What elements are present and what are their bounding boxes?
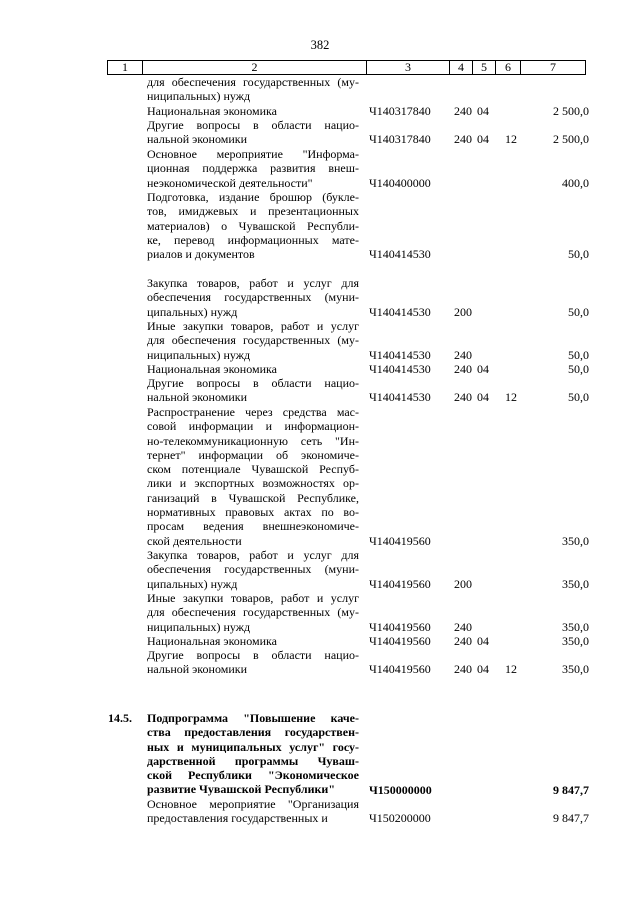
row-name <box>147 711 359 797</box>
amount: 400,0 <box>562 175 589 190</box>
expense-type: 240 <box>454 634 472 648</box>
budget-code: Ч140414530 <box>369 362 431 376</box>
budget-code: Ч140419560 <box>369 576 431 591</box>
amount: 2 500,0 <box>553 104 589 118</box>
section-code: 04 <box>477 132 489 147</box>
table-row <box>0 118 640 147</box>
subsection-code: 12 <box>505 390 517 405</box>
row-name-line: Закупка товаров, работ и услуг для <box>147 548 359 562</box>
row-name-line: предоставления государственных и <box>147 811 328 826</box>
row-name-line: ке, перевод информационных мате- <box>147 232 359 247</box>
row-name-line: тов, имиджевых и презентационных <box>147 204 359 219</box>
row-name-line: просам ведения внешнеэкономиче- <box>147 519 359 534</box>
subsection-code: 12 <box>505 132 517 147</box>
expense-type: 240 <box>454 104 472 118</box>
row-name-line: нальной экономики <box>147 662 247 677</box>
column-header-5: 5 <box>473 61 496 75</box>
budget-code: Ч150200000 <box>369 811 431 826</box>
row-name-line: Другие вопросы в области нацио- <box>147 648 359 662</box>
row-name-line: для обеспечения государственных (му- <box>147 605 359 620</box>
column-header-2: 2 <box>143 61 367 75</box>
budget-code: Ч150000000 <box>369 782 432 797</box>
row-name <box>147 634 359 648</box>
row-name-line: лики и экспортных возможностях ор- <box>147 476 359 491</box>
row-name <box>147 405 359 548</box>
table-row <box>0 405 640 548</box>
row-name-line: совой информации и информацион- <box>147 419 359 434</box>
row-name-line: Национальная экономика <box>147 104 277 118</box>
row-name-line: Иные закупки товаров, работ и услуг <box>147 319 359 333</box>
column-header-7: 7 <box>521 61 586 75</box>
budget-code: Ч140317840 <box>369 132 431 147</box>
amount: 350,0 <box>562 576 589 591</box>
budget-code: Ч140419560 <box>369 619 431 634</box>
row-name-line: ской деятельности <box>147 533 242 548</box>
amount: 9 847,7 <box>553 811 589 826</box>
expense-type: 240 <box>454 132 472 147</box>
row-name-line: ства предоставления государствен- <box>147 725 359 740</box>
row-name-line: ской Республики "Экономическое <box>147 768 359 783</box>
row-name-line: Подпрограмма "Повышение каче- <box>147 711 359 725</box>
section-code: 04 <box>477 362 489 376</box>
table-row <box>0 276 640 319</box>
row-name <box>147 797 359 826</box>
row-name-line: Иные закупки товаров, работ и услуг <box>147 591 359 605</box>
row-name-line: Распространение через средства мас- <box>147 405 359 419</box>
row-name-line: ципальных) нужд <box>147 576 238 591</box>
column-header-table <box>107 60 586 75</box>
row-name <box>147 147 359 190</box>
row-name <box>147 118 359 147</box>
row-name <box>147 319 359 362</box>
row-name-line: ском потенциале Чувашской Респуб- <box>147 462 359 477</box>
row-name-line: Основное мероприятие "Информа- <box>147 147 359 161</box>
amount: 50,0 <box>568 347 589 362</box>
budget-code: Ч140317840 <box>369 104 431 118</box>
amount: 50,0 <box>568 390 589 405</box>
row-name-line: Основное мероприятие "Организация <box>147 797 359 811</box>
row-name-line: для обеспечения государственных (му- <box>147 333 359 348</box>
row-name <box>147 104 359 118</box>
row-name-line: ганизаций в Чувашской Республике, <box>147 490 359 505</box>
row-name-line: нальной экономики <box>147 132 247 147</box>
row-name-line: ципальных) нужд <box>147 304 238 319</box>
row-name-line: Закупка товаров, работ и услуг для <box>147 276 359 290</box>
expense-type: 240 <box>454 390 472 405</box>
amount: 350,0 <box>562 533 589 548</box>
row-name-line: Другие вопросы в области нацио- <box>147 118 359 132</box>
budget-code: Ч140414530 <box>369 390 431 405</box>
table-row <box>0 75 640 104</box>
table-row <box>0 190 640 262</box>
row-name-line: Другие вопросы в области нацио- <box>147 376 359 390</box>
row-name <box>147 190 359 261</box>
budget-code: Ч140414530 <box>369 304 431 319</box>
expense-type: 240 <box>454 347 472 362</box>
table-row <box>0 362 640 376</box>
row-name-line: ционная поддержка развития внеш- <box>147 161 359 176</box>
row-name-line: нормативных правовых актах по во- <box>147 505 359 520</box>
expense-type: 240 <box>454 362 472 376</box>
row-name-line: материалов) о Чувашской Республи- <box>147 218 359 233</box>
amount: 50,0 <box>568 247 589 262</box>
amount: 50,0 <box>568 304 589 319</box>
table-row <box>0 797 640 826</box>
table-row <box>0 648 640 677</box>
budget-code: Ч140419560 <box>369 662 431 677</box>
budget-code: Ч140400000 <box>369 175 431 190</box>
row-name <box>147 591 359 634</box>
row-name-line: ниципальных) нужд <box>147 89 251 104</box>
expense-type: 240 <box>454 619 472 634</box>
expense-type: 200 <box>454 576 472 591</box>
column-header-4: 4 <box>450 61 473 75</box>
section-code: 04 <box>477 662 489 677</box>
expense-type: 200 <box>454 304 472 319</box>
table-row <box>0 147 640 190</box>
table-row <box>0 634 640 648</box>
expense-type: 240 <box>454 662 472 677</box>
amount: 350,0 <box>562 619 589 634</box>
table-row <box>0 319 640 362</box>
amount: 350,0 <box>562 662 589 677</box>
row-name-line: ниципальных) нужд <box>147 347 251 362</box>
row-name <box>147 276 359 319</box>
row-name-line: ниципальных) нужд <box>147 619 251 634</box>
column-header-3: 3 <box>367 61 450 75</box>
row-name-line: развитие Чувашской Республики" <box>147 782 336 797</box>
section-code: 04 <box>477 390 489 405</box>
budget-code: Ч140414530 <box>369 247 431 262</box>
row-name-line: риалов и документов <box>147 247 255 262</box>
row-name-line: Национальная экономика <box>147 634 277 648</box>
table-row <box>0 376 640 405</box>
column-header-6: 6 <box>496 61 521 75</box>
budget-code: Ч140419560 <box>369 533 431 548</box>
row-name <box>147 648 359 677</box>
budget-code: Ч140419560 <box>369 634 431 648</box>
budget-code: Ч140414530 <box>369 347 431 362</box>
table-row <box>0 548 640 591</box>
row-name <box>147 75 359 104</box>
row-name-line: обеспечения государственных (муни- <box>147 290 359 305</box>
row-name-line: ных и муниципальных услуг" госу- <box>147 739 359 754</box>
row-name-line: нальной экономики <box>147 390 247 405</box>
row-name-line: но-телекоммуникационную сеть "Ин- <box>147 433 359 448</box>
row-name <box>147 376 359 405</box>
row-name-line: обеспечения государственных (муни- <box>147 562 359 577</box>
amount: 2 500,0 <box>553 132 589 147</box>
row-name-line: для обеспечения государственных (му- <box>147 75 359 89</box>
row-name-line: дарственной программы Чуваш- <box>147 753 359 768</box>
amount: 9 847,7 <box>553 782 589 797</box>
row-name <box>147 362 359 376</box>
subsection-code: 12 <box>505 662 517 677</box>
amount: 50,0 <box>568 362 589 376</box>
row-name-line: Подготовка, издание брошюр (букле- <box>147 190 359 204</box>
row-number: 14.5. <box>108 711 132 725</box>
amount: 350,0 <box>562 634 589 648</box>
row-name-line: Национальная экономика <box>147 362 277 376</box>
column-header-1: 1 <box>108 61 143 75</box>
section-code: 04 <box>477 634 489 648</box>
column-header-row <box>108 61 586 75</box>
section-code: 04 <box>477 104 489 118</box>
table-row <box>0 711 640 797</box>
row-name <box>147 548 359 591</box>
page-number: 382 <box>310 38 330 52</box>
table-row <box>0 591 640 634</box>
row-name-line: тернет" информации об экономиче- <box>147 447 359 462</box>
table-row <box>0 104 640 118</box>
row-name-line: неэкономической деятельности" <box>147 175 313 190</box>
